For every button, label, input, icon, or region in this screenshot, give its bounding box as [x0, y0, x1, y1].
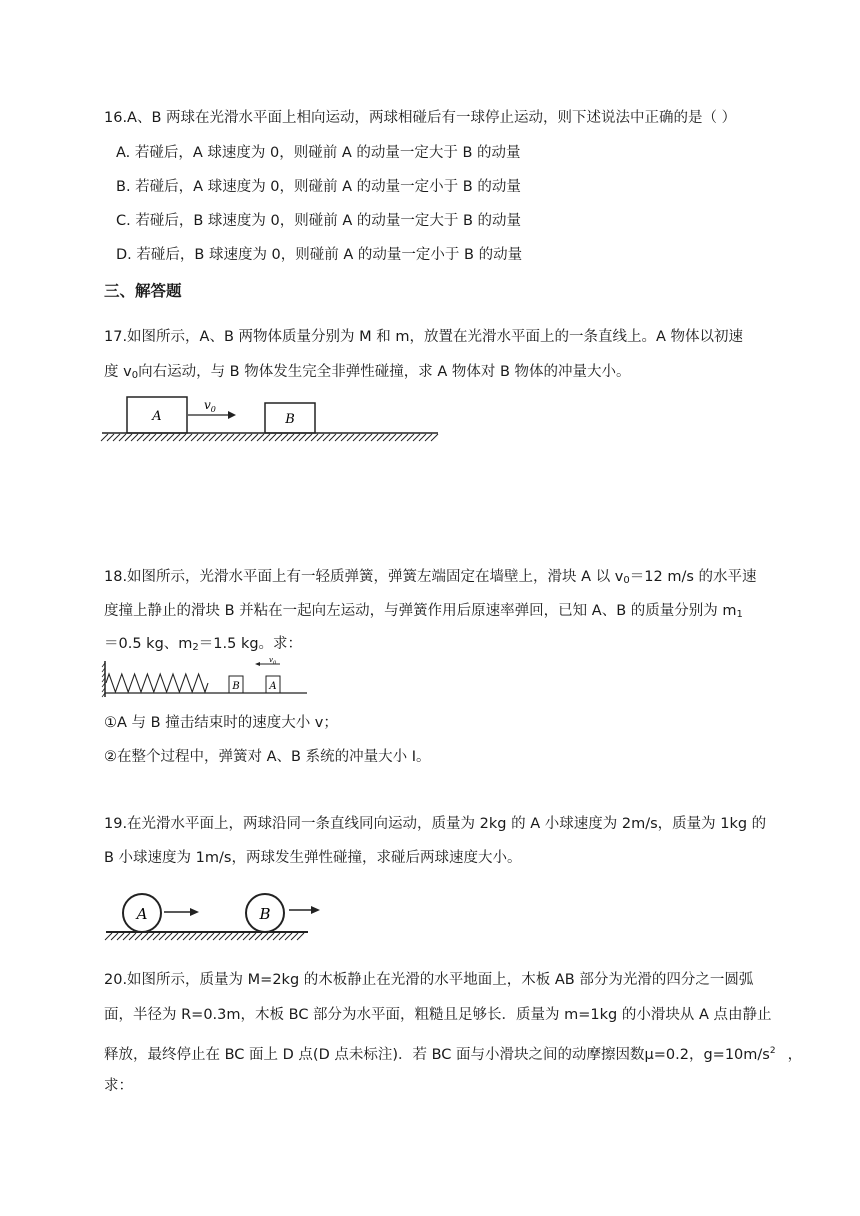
block-a-label: A — [152, 409, 162, 424]
q20-line-4: 求： — [104, 1078, 133, 1094]
velocity-arrow — [255, 662, 260, 666]
ball-a-arrow — [190, 908, 199, 916]
q16-option-c: C. 若碰后，B 球速度为 0，则碰前 A 的动量一定大于 B 的动量 — [116, 213, 522, 229]
q20-line-1: 20.如图所示，质量为 M=2kg 的木板静止在光滑的水平地面上，木板 AB 部分为光滑的四分之一圆弧 — [104, 972, 754, 988]
q17-line-2: 度 $v_0$向右运动，与 B 物体发生完全非弹性碰撞，求 A 物体对 B 物体的冲量大小。 — [104, 364, 631, 381]
q18-subquestion-1: ①A 与 B 撞击结束时的速度大小 v； — [104, 715, 338, 731]
q17-figure — [100, 395, 440, 445]
q19-line-2: B 小球速度为 1m/s，两球发生弹性碰撞，求碰后两球速度大小。 — [104, 850, 522, 866]
q17-line-1: 17.如图所示，A、B 两物体质量分别为 M 和 m，放置在光滑水平面上的一条直线上。A 物体以初速 — [104, 329, 744, 345]
q16-option-a: A. 若碰后，A 球速度为 0，则碰前 A 的动量一定大于 B 的动量 — [116, 145, 521, 161]
q18-line-3: ＝0.5 kg、$m_2=1.5$ kg。求： — [104, 636, 303, 653]
velocity-arrow — [228, 411, 236, 419]
slider-a-label: A — [269, 681, 277, 692]
q18-subquestion-2: ②在整个过程中，弹簧对 A、B 系统的冲量大小 I。 — [104, 749, 431, 765]
spring — [106, 674, 208, 692]
q16-option-d: D. 若碰后，B 球速度为 0，则碰前 A 的动量一定小于 B 的动量 — [116, 247, 523, 263]
q16-stem: 16.A、B 两球在光滑水平面上相向运动，两球相碰后有一球停止运动，则下述说法中正确的是（ ） — [104, 110, 737, 126]
q20-line-2: 面，半径为 R=0.3m，木板 BC 部分为水平面，粗糙且足够长．质量为 m=1kg 的小滑块从 A 点由静止 — [104, 1007, 772, 1023]
q19-figure — [104, 893, 314, 943]
q18-figure — [102, 657, 312, 701]
q19-line-1: 19.在光滑水平面上，两球沿同一条直线同向运动，质量为 2kg 的 A 小球速度为 2m/s，质量为 1kg 的 — [104, 816, 767, 832]
block-b-label: B — [285, 412, 295, 427]
q16-option-b: B. 若碰后，A 球速度为 0，则碰前 A 的动量一定小于 B 的动量 — [116, 179, 521, 195]
q18-line-1: 18.如图所示，光滑水平面上有一轻质弹簧，弹簧左端固定在墙壁上，滑块 A 以 $v_0=12$ m/s 的水平速 — [104, 569, 757, 586]
slider-b-label: B — [232, 681, 240, 692]
ball-b-arrow — [311, 906, 320, 914]
ball-b-label: B — [259, 905, 271, 923]
q18-line-2: 度撞上静止的滑块 B 并粘在一起向左运动，与弹簧作用后原速率弹回，已知 A、B 的质量分别为 $m_1$ — [104, 603, 743, 620]
q20-line-3: 释放，最终停止在 BC 面上 D 点(D 点未标注)．若 BC 面与小滑块之间的动摩擦因数μ=0.2，$g=10m/s^2$ ， — [104, 1046, 803, 1063]
velocity-label: $v_0$ — [269, 656, 277, 666]
velocity-label: $v_0$ — [204, 398, 216, 414]
section-heading: 三、解答题 — [104, 282, 182, 300]
ball-a-label: A — [136, 905, 148, 923]
